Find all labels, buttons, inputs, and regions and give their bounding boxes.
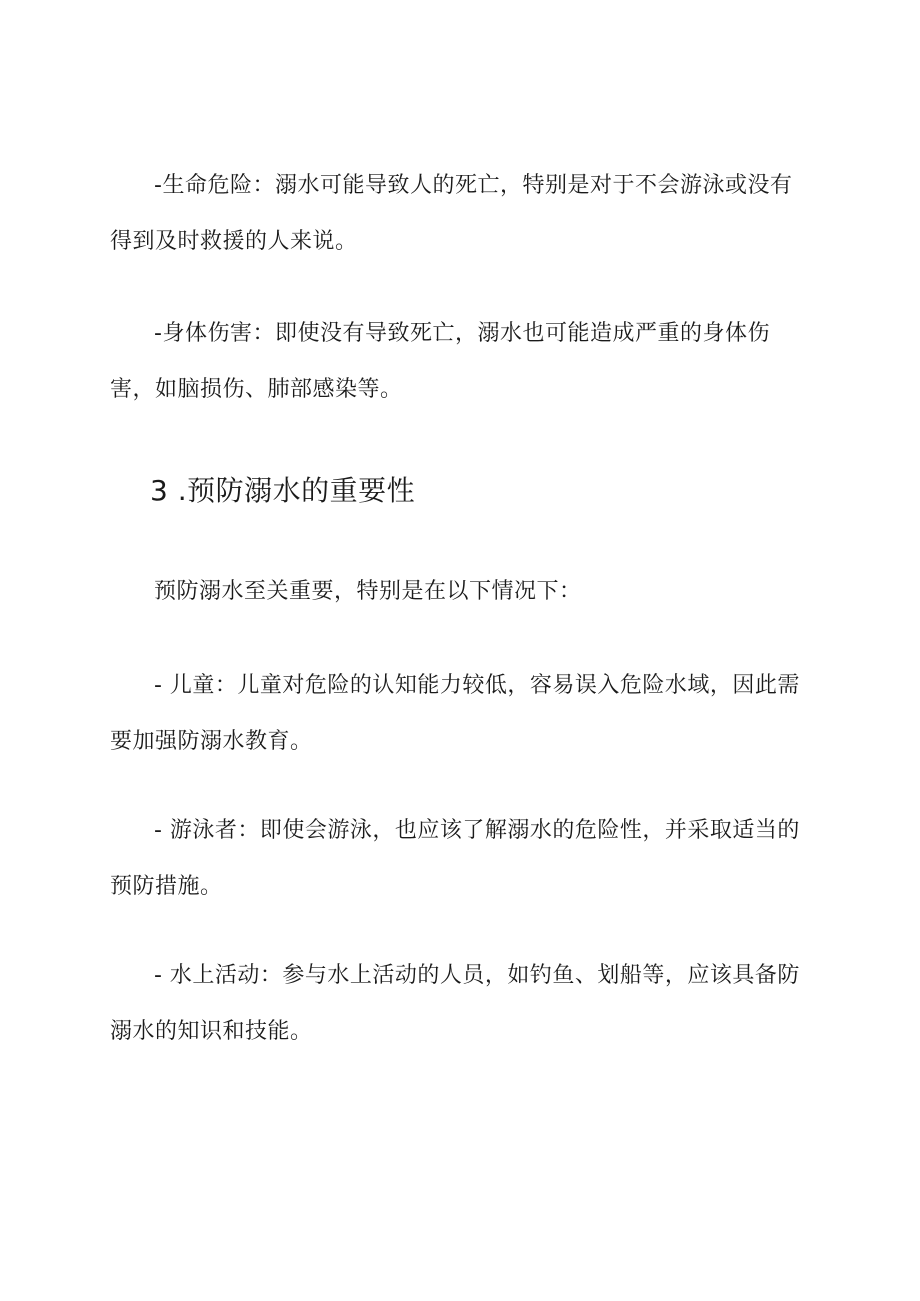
paragraph-body-injury: -身体伤害：即使没有导致死亡，溺水也可能造成严重的身体伤害，如脑损伤、肺部感染等。 (110, 321, 770, 402)
list-item-children: - 儿童：儿童对危险的认知能力较低，容易误入危险水域，因此需要加强防溺水教育。 (110, 673, 800, 754)
paragraph-intro: 预防溺水至关重要，特别是在以下情况下： (154, 579, 582, 604)
section-heading: 3 .预防溺水的重要性 (150, 474, 416, 507)
list-item-water-activities: - 水上活动：参与水上活动的人员，如钓鱼、划船等，应该具备防溺水的知识和技能。 (110, 963, 800, 1044)
paragraph-life-danger: -生命危险：溺水可能导致人的死亡，特别是对于不会游泳或没有得到及时救援的人来说。 (110, 173, 793, 254)
list-item-swimmers: - 游泳者：即使会游泳，也应该了解溺水的危险性，并采取适当的预防措施。 (110, 818, 800, 899)
